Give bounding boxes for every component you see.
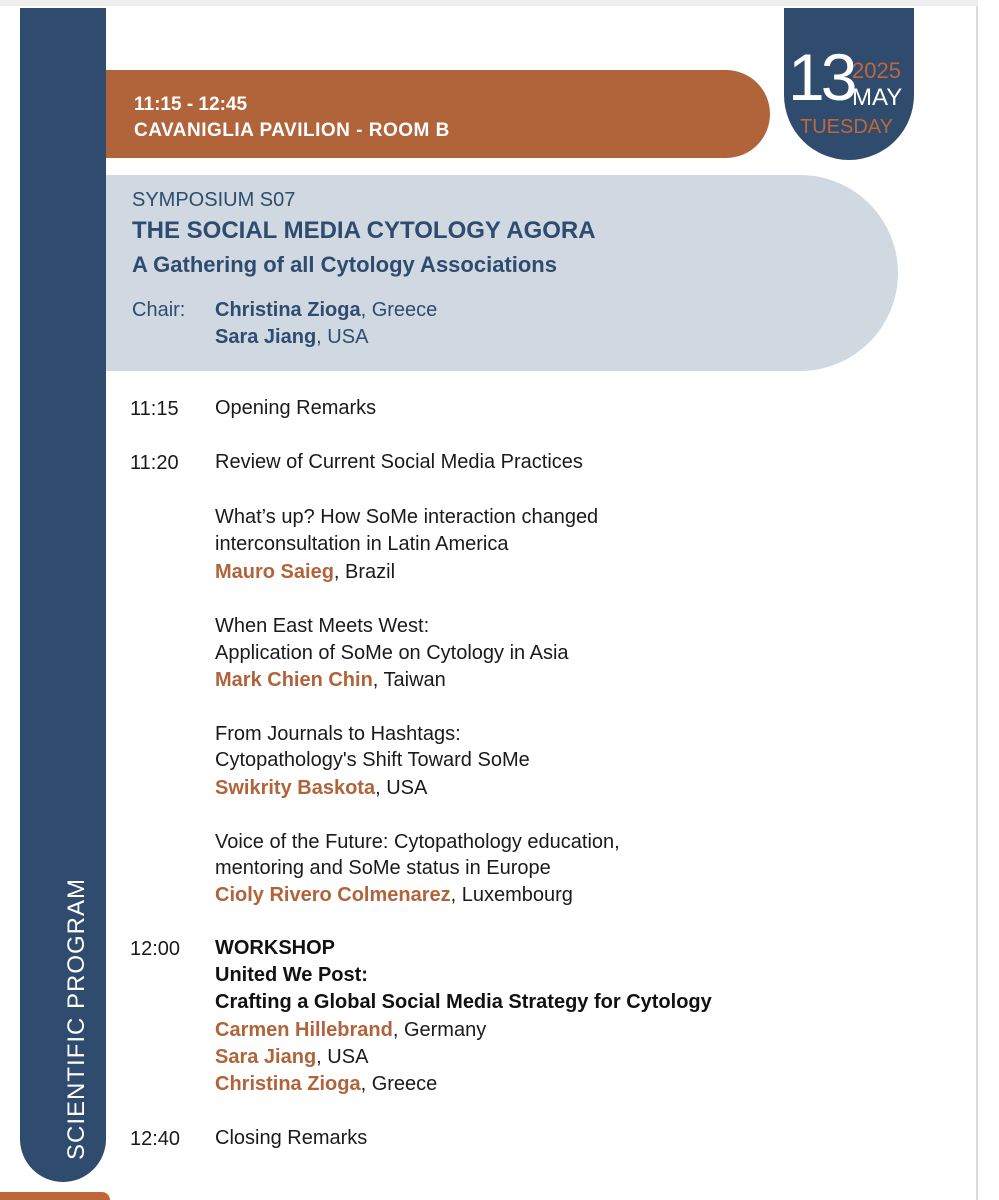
speaker-country: , Greece: [360, 1073, 438, 1095]
date-month: MAY: [852, 84, 903, 111]
speaker-name: Mark Chien Chin: [215, 669, 373, 691]
workshop-title-line: United We Post:: [215, 964, 368, 986]
speaker-name: Carmen Hillebrand: [215, 1019, 393, 1041]
date-weekday: TUESDAY: [800, 116, 893, 138]
workshop-title-line: Crafting a Global Social Media Strategy for Cytology: [215, 991, 712, 1013]
session-location: CAVANIGLIA PAVILION - ROOM B: [134, 120, 450, 141]
talk-title-line: From Journals to Hashtags:: [215, 723, 461, 745]
bottom-accent-strip: [0, 1192, 110, 1200]
speaker-country: , Taiwan: [372, 669, 446, 691]
date-year: 2025: [852, 58, 901, 83]
speaker-name: Sara Jiang: [215, 1046, 317, 1068]
chair-country: , Greece: [360, 299, 438, 321]
symposium-subtitle: A Gathering of all Cytology Associations: [132, 252, 557, 277]
speaker-name: Mauro Saieg: [215, 561, 334, 583]
speaker-country: , USA: [316, 1046, 369, 1068]
talk-title-line: interconsultation in Latin America: [215, 533, 509, 555]
item-title: Closing Remarks: [215, 1127, 368, 1149]
speaker-name: Cioly Rivero Colmenarez: [215, 884, 451, 906]
talk-speaker: [215, 884, 573, 907]
speaker-country: , Brazil: [333, 561, 396, 583]
item-title: Opening Remarks: [215, 397, 377, 419]
chair-entry: [215, 326, 368, 349]
item-time: 11:15: [130, 398, 179, 420]
talk-title-line: When East Meets West:: [215, 615, 430, 637]
talk-speaker: [215, 669, 446, 692]
workshop-speaker: [215, 1073, 437, 1096]
date-badge: [784, 8, 914, 160]
talk-title-line: Voice of the Future: Cytopathology education,: [215, 831, 620, 853]
chair-country: , USA: [316, 326, 369, 348]
speaker-name: Swikrity Baskota: [215, 777, 376, 799]
speaker-name: Christina Zioga: [215, 1073, 361, 1095]
item-time: 11:20: [130, 452, 179, 474]
chair-name: Christina Zioga: [215, 299, 361, 321]
workshop-speaker: [215, 1019, 486, 1042]
session-banner: [106, 70, 770, 158]
item-time: 12:00: [130, 938, 181, 960]
date-day: 13: [788, 40, 854, 114]
talk-speaker: [215, 777, 427, 800]
symposium-code: SYMPOSIUM S07: [132, 189, 296, 211]
chair-label: Chair:: [132, 299, 186, 321]
chair-entry: [215, 299, 437, 322]
symposium-header: [106, 175, 898, 371]
top-rule: [0, 0, 978, 6]
session-time: 11:15 - 12:45: [134, 94, 248, 115]
item-time: 12:40: [130, 1128, 181, 1150]
speaker-country: , Luxembourg: [450, 884, 573, 906]
talk-speaker: [215, 561, 395, 584]
chair-name: Sara Jiang: [215, 326, 317, 348]
symposium-title: THE SOCIAL MEDIA CYTOLOGY AGORA: [132, 217, 596, 244]
item-title: Review of Current Social Media Practices: [215, 451, 583, 473]
speaker-country: , USA: [375, 777, 428, 799]
talk-title-line: Application of SoMe on Cytology in Asia: [215, 642, 569, 664]
talk-title-line: Cytopathology's Shift Toward SoMe: [215, 749, 530, 771]
speaker-country: , Germany: [392, 1019, 487, 1041]
talk-title-line: What’s up? How SoMe interaction changed: [215, 506, 599, 528]
workshop-speaker: [215, 1046, 368, 1069]
workshop-label: WORKSHOP: [215, 937, 335, 959]
side-band-label: SCIENTIFIC PROGRAM: [63, 877, 90, 1160]
talk-title-line: mentoring and SoMe status in Europe: [215, 857, 551, 879]
